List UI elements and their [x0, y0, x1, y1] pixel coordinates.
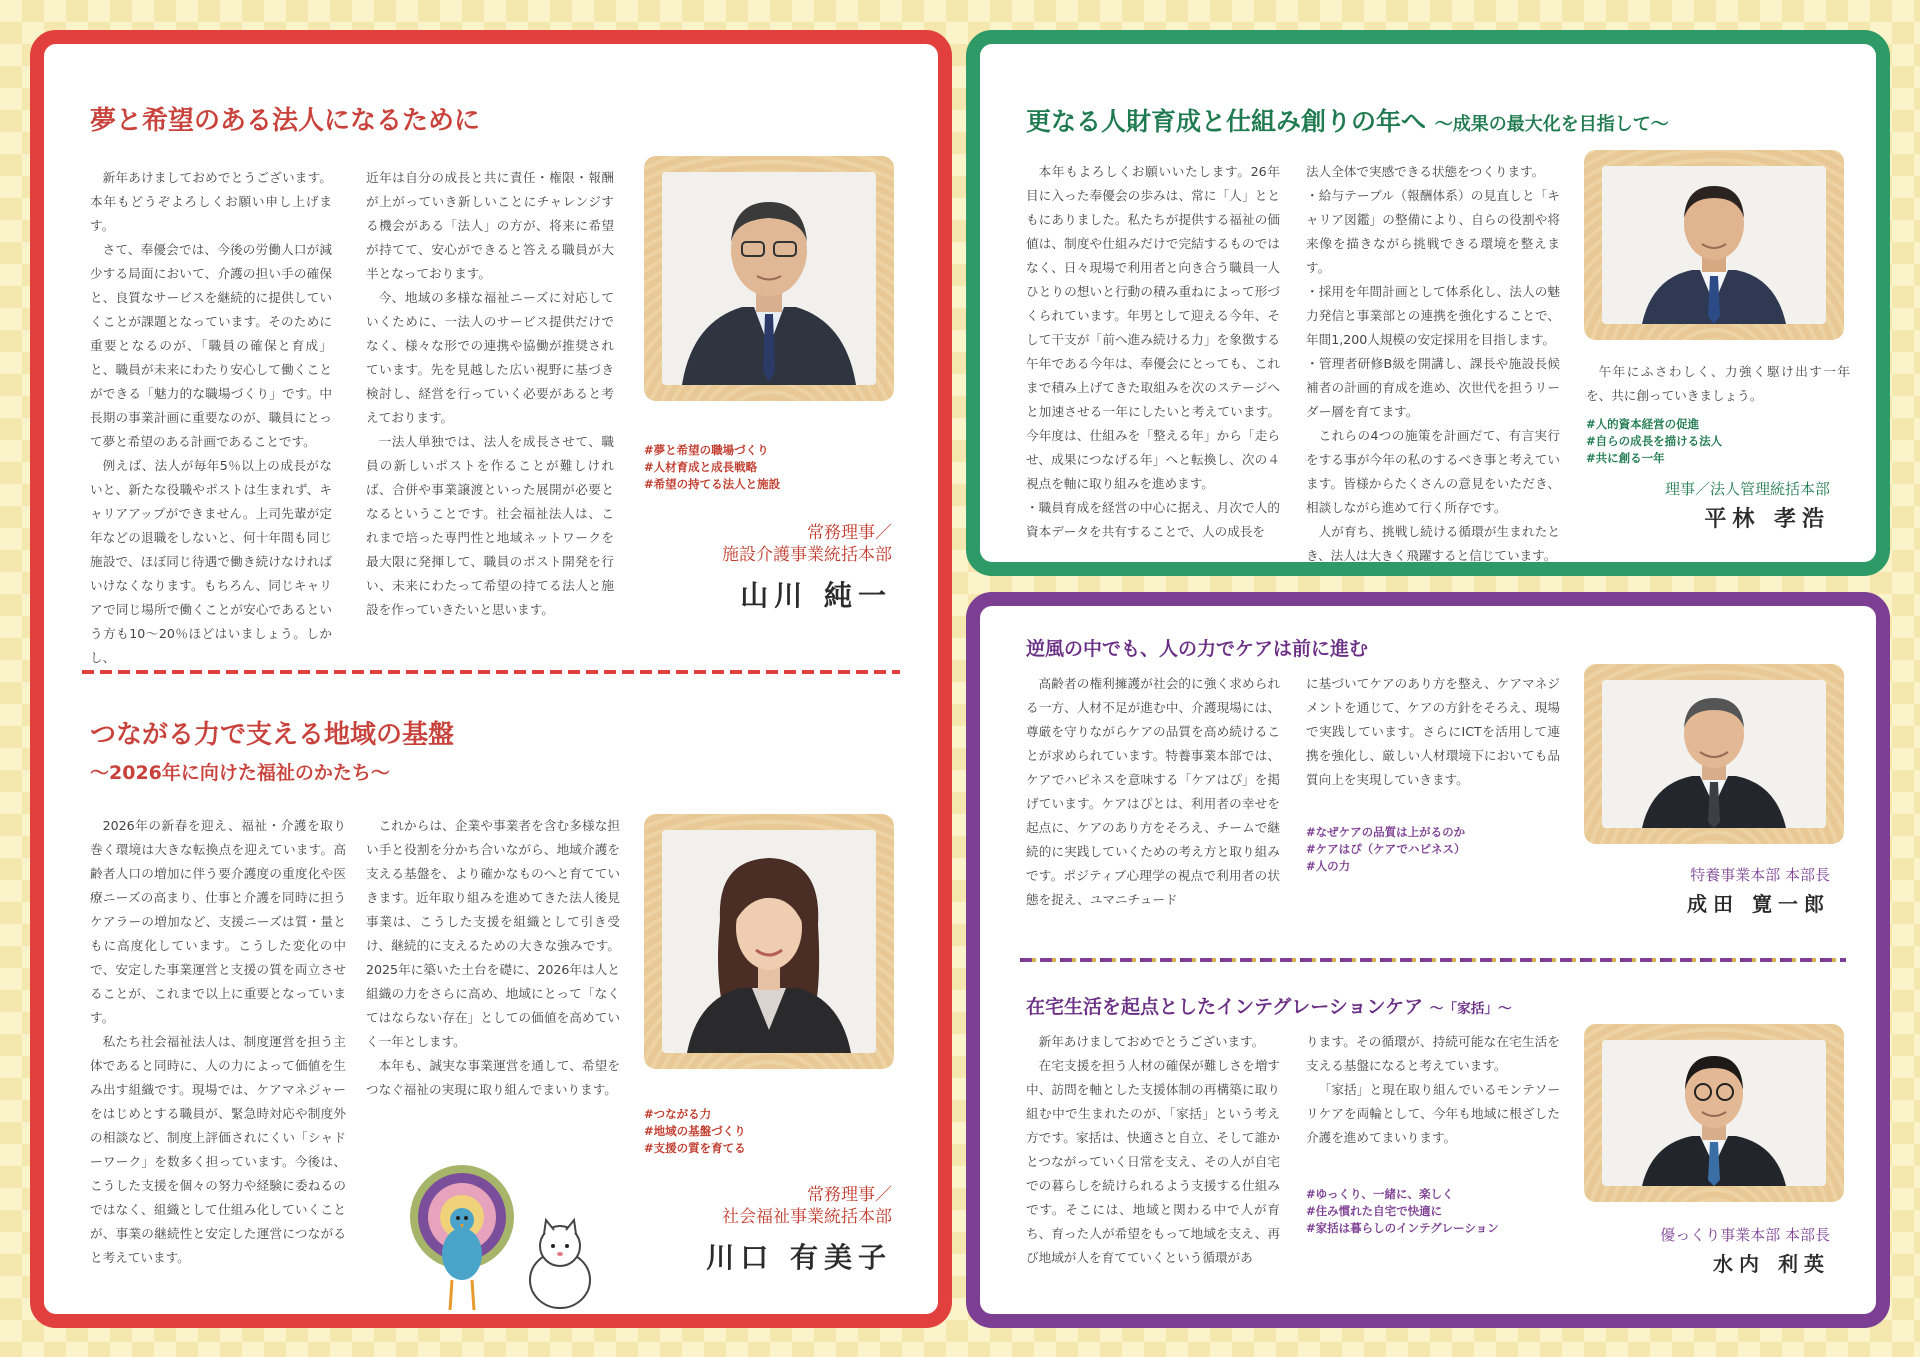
green-panel: [966, 30, 1890, 576]
hashtag: #住み慣れた自宅で快適に: [1306, 1204, 1443, 1218]
man-portrait-icon: [1602, 166, 1826, 324]
text-column: [1306, 1030, 1560, 1150]
hashtag: #人の力: [1306, 859, 1351, 873]
title-main: 更なる人財育成と仕組み創りの年へ: [1026, 107, 1427, 136]
paragraph: 新年あけましておめでとうございます。: [1038, 1034, 1265, 1049]
portrait-hirabayashi: [1584, 150, 1844, 340]
text-column: [366, 814, 620, 1102]
title-sub: 〜「家括」〜: [1429, 1001, 1512, 1017]
paragraph: 本年も、誠実な事業運営を通して、希望をつなぐ福祉の実現に取り組んでまいります。: [366, 1058, 620, 1097]
section-title-gyakufu: 逆風の中でも、人の力でケアは前に進む: [1026, 638, 1369, 660]
paragraph: さて、奉優会では、今後の労働人口が減少する局面において、介護の担い手の確保と、良質なサービスを継続的に提供していくことが課題となっています。そのために重要となるのが、「職員の確保と育成」と、職員が未来にわたり安心して働くことができる「魅力的な職場づくり」です。中長期の事業計画に重要なのが、職員にとって夢と希望のある計画であることです。: [90, 242, 332, 449]
paragraph: 新年あけましておめでとうございます。本年もどうぞよろしくお願い申し上げます。: [90, 170, 332, 233]
role-line: 施設介護事業統括本部: [722, 545, 892, 565]
text-column: [90, 166, 332, 670]
role-line: 常務理事／: [807, 523, 892, 543]
man-portrait-icon: [1602, 1040, 1826, 1186]
paragraph: に基づいてケアのあり方を整え、ケアマネジメントを通じて、ケアの方針をそろえ、現場で実践しています。さらにICTを活用して連携を強化し、厳しい人材環境下においても品質向上を実現していきます。: [1306, 676, 1560, 787]
text-column: [1026, 160, 1280, 544]
person-name: 成田 寛一郎: [1687, 892, 1830, 916]
paragraph: これからは、企業や事業者を含む多様な担い手と役割を分かち合いながら、地域介護を支える基盤を、より確かなものへと育てていきます。近年取り組みを進めてきた法人後見事業は、こうした支援を組織として引き受け、継続的に支えるための大きな強みです。2025年に築いた土台を礎に、2026年は人と組織の力をさらに高め、地域にとって「なくてはならない存在」としての価値を高めていく一年とします。: [366, 818, 620, 1049]
person-name: 平林 孝浩: [1704, 506, 1830, 532]
paragraph: 例えば、法人が毎年5％以上の成長がないと、新たな役職やポストは生まれず、キャリアアップができません。上司先輩が定年などの退職をしないと、何十年間も同じ施設で、ほぼ同じ待遇で働き続けなければいけなくなります。もちろん、同じキャリアで同じ場所で働くことが安心であるという方も10〜20％ほどはいましょう。しかし、: [90, 458, 332, 665]
text-column: [1306, 160, 1560, 568]
person-name: 川口 有美子: [706, 1241, 892, 1274]
role-title: [722, 1184, 892, 1228]
divider: [1020, 958, 1846, 962]
section-title-zaitaku: [1026, 992, 1512, 1019]
hashtag-list: [644, 442, 780, 493]
hashtag: #夢と希望の職場づくり: [644, 443, 769, 457]
title-sub: 〜成果の最大化を目指して〜: [1434, 114, 1669, 135]
paragraph: ・職員育成を経営の中心に据え、月次で人的資本データを共有することで、人の成長を: [1026, 500, 1280, 539]
hashtag: #家括は暮らしのインテグレーション: [1306, 1221, 1499, 1235]
paragraph: 本年もよろしくお願いいたします。26年目に入った奉優会の歩みは、常に「人」とともにありました。私たちが提供する福祉の価値は、制度や仕組みだけで完結するものではなく、日々現場で利用者と向き合う職員一人ひとりの想いと行動の積み重ねによって形づくられています。年男として迎える今年、そして干支が「前へ進み続ける力」を象徴する午年である今年は、奉優会にとっても、これまで積み上げてきた取組みを次のステージへと加速させる一年にしたいと考えています。今年度は、仕組みを「整える年」から「走らせ、成果につなげる年」へと転換し、次の４視点を軸に取り組みを進めます。: [1026, 164, 1280, 491]
paragraph: 私たち社会福祉法人は、制度運営を担う主体であると同時に、人の力によって価値を生み出す組織です。現場では、ケアマネジャーをはじめとする職員が、緊急時対応や制度外の相談など、制度上評価されにくい「シャドーワーク」を数多く担っています。今後は、こうした支援を個々の努力や経験に委ねるのではなく、組織として仕組み化していくことが、事業の継続性と安定した運営につながると考えています。: [90, 1034, 346, 1265]
section-title-tsunagaru: つながる力で支える地域の基盤: [90, 720, 455, 750]
paragraph: ります。その循環が、持続可能な在宅生活を支える基盤になると考えています。: [1306, 1034, 1560, 1073]
title-main: 在宅生活を起点としたインテグレーションケア: [1026, 996, 1424, 1018]
section-title-jinzai: [1026, 102, 1669, 138]
person-name: 山川 純一: [740, 579, 892, 612]
hashtag: #ゆっくり、一緒に、楽しく: [1306, 1187, 1454, 1201]
purple-panel: [966, 592, 1890, 1328]
hashtag: #ケアはぴ（ケアでハピネス）: [1306, 842, 1466, 856]
role-title: [722, 522, 892, 566]
role-title: 特養事業本部 本部長: [1690, 866, 1830, 884]
text-column: [1306, 672, 1560, 792]
portrait-kawaguchi: [644, 814, 894, 1069]
peacock-and-dog-illustration-icon: [400, 1162, 610, 1320]
text-column: [90, 814, 346, 1270]
hashtag: #つながる力: [644, 1107, 712, 1121]
hashtag: #支援の質を育てる: [644, 1141, 746, 1155]
hashtag: #地域の基盤づくり: [644, 1124, 746, 1138]
hashtag-list: [644, 1106, 746, 1157]
paragraph: 在宅支援を担う人材の確保が難しさを増す中、訪問を軸とした支援体制の再構築に取り組む中で生まれたのが、「家括」という考え方です。家括は、快適さと自立、そして誰かとつながっていく日常を支え、その人が自宅での暮らしを続けられるよう支援する仕組みです。そこには、地域と関わる中で人が育ち、育った人が希望をもって地域を支え、再び地域が人を育てていくという循環があ: [1026, 1058, 1280, 1265]
paragraph: 2026年の新春を迎え、福祉・介護を取り巻く環境は大きな転換点を迎えています。高齢者人口の増加に伴う要介護度の重度化や医療ニーズの高まり、仕事と介護を同時に担うケアラーの増加など、支援ニーズは質・量ともに高度化しています。こうした変化の中で、安定した事業運営と支援の質を両立させることが、これまで以上に重要となっています。: [90, 818, 346, 1025]
portrait-narita: [1584, 664, 1844, 844]
paragraph: 人が育ち、挑戦し続ける循環が生まれたとき、法人は大きく飛躍すると信じています。: [1306, 524, 1560, 563]
text-column: [1026, 1030, 1280, 1270]
hashtag: #人的資本経営の促進: [1586, 417, 1700, 431]
man-portrait-icon: [1602, 680, 1826, 828]
paragraph: 「家括」と現在取り組んでいるモンテソーリケアを両輪として、今年も地域に根ざした介護を進めてまいります。: [1306, 1082, 1560, 1145]
hashtag: #共に創る一年: [1586, 451, 1665, 465]
role-title: 優っくり事業本部 本部長: [1660, 1226, 1830, 1244]
divider: [82, 670, 900, 674]
role-line: 常務理事／: [807, 1185, 892, 1205]
section-title-yume: 夢と希望のある法人になるために: [90, 106, 481, 136]
paragraph: 高齢者の権利擁護が社会的に強く求められる一方、人材不足が進む中、介護現場には、尊厳を守りながらケアの品質を高め続けることが求められています。特養事業本部では、ケアでハピネスを意味する「ケアはぴ」を掲げています。ケアはぴとは、利用者の幸せを起点に、ケアのあり方をそろえ、チームで継続的に実践していくための考え方と取り組みです。ポジティブ心理学の視点で利用者の状態を捉え、ユマニチュード: [1026, 676, 1280, 907]
text-column: [1026, 672, 1280, 912]
paragraph: 近年は自分の成長と共に責任・権限・報酬が上がっていき新しいことにチャレンジする機会がある「法人」の方が、将来に希望が持てて、安心ができると答える職員が大半となっております。: [366, 170, 614, 281]
paragraph: 午年にふさわしく、力強く駆け出す一年を、共に創っていきましょう。: [1586, 364, 1850, 403]
paragraph: ・給与テーブル（報酬体系）の見直しと「キャリア図鑑」の整備により、自らの役割や将来像を描きながら挑戦できる環境を整えます。: [1306, 188, 1560, 275]
portrait-yamakawa: [644, 156, 894, 401]
text-column: [366, 166, 614, 622]
hashtag-list: [1586, 416, 1722, 467]
hashtag-list: [1306, 824, 1465, 875]
paragraph: 今、地域の多様な福祉ニーズに対応していくために、一法人のサービス提供だけでなく、様々な形での連携や協働が推奨されています。先を見越した広い視野に基づき検討し、経営を行っていく必要があると考えております。: [366, 290, 614, 425]
red-panel: [30, 30, 952, 1328]
hashtag: #人材育成と成長戦略: [644, 460, 758, 474]
role-line: 社会福祉事業統括本部: [722, 1207, 892, 1227]
paragraph: 一法人単独では、法人を成長させて、職員の新しいポストを作ることが難しければ、合併や事業譲渡といった展開が必要となるということです。社会福祉法人は、これまで培った専門性と地域ネットワークを最大限に発揮して、職員のポスト開発を行い、未来にわたって希望の持てる法人と施設を作っていきたいと思います。: [366, 434, 614, 617]
person-name: 水内 利英: [1713, 1252, 1830, 1276]
hashtag-list: [1306, 1186, 1499, 1237]
paragraph: 法人全体で実感できる状態をつくります。: [1306, 164, 1545, 179]
portrait-mizuuchi: [1584, 1024, 1844, 1202]
man-portrait-icon: [662, 172, 876, 385]
role-title: 理事／法人管理統括本部: [1664, 480, 1830, 498]
paragraph: これらの4つの施策を計画だて、有言実行をする事が今年の私のするべき事と考えています。皆様からたくさんの意見をいただき、相談しながら進めて行く所存です。: [1306, 428, 1560, 515]
paragraph: ・採用を年間計画として体系化し、法人の魅力発信と事業部との連携を強化することで、年間1,200人規模の安定採用を目指します。: [1306, 284, 1560, 347]
woman-portrait-icon: [662, 830, 876, 1053]
paragraph: ・管理者研修B級を開講し、課長や施設長候補者の計画的育成を進め、次世代を担うリーダー層を育てます。: [1306, 356, 1560, 419]
hashtag: #希望の持てる法人と施設: [644, 477, 781, 491]
section-subtitle: 〜2026年に向けた福祉のかたち〜: [90, 762, 390, 784]
text-column: [1586, 360, 1850, 408]
hashtag: #なぜケアの品質は上がるのか: [1306, 825, 1466, 839]
hashtag: #自らの成長を描ける法人: [1586, 434, 1723, 448]
